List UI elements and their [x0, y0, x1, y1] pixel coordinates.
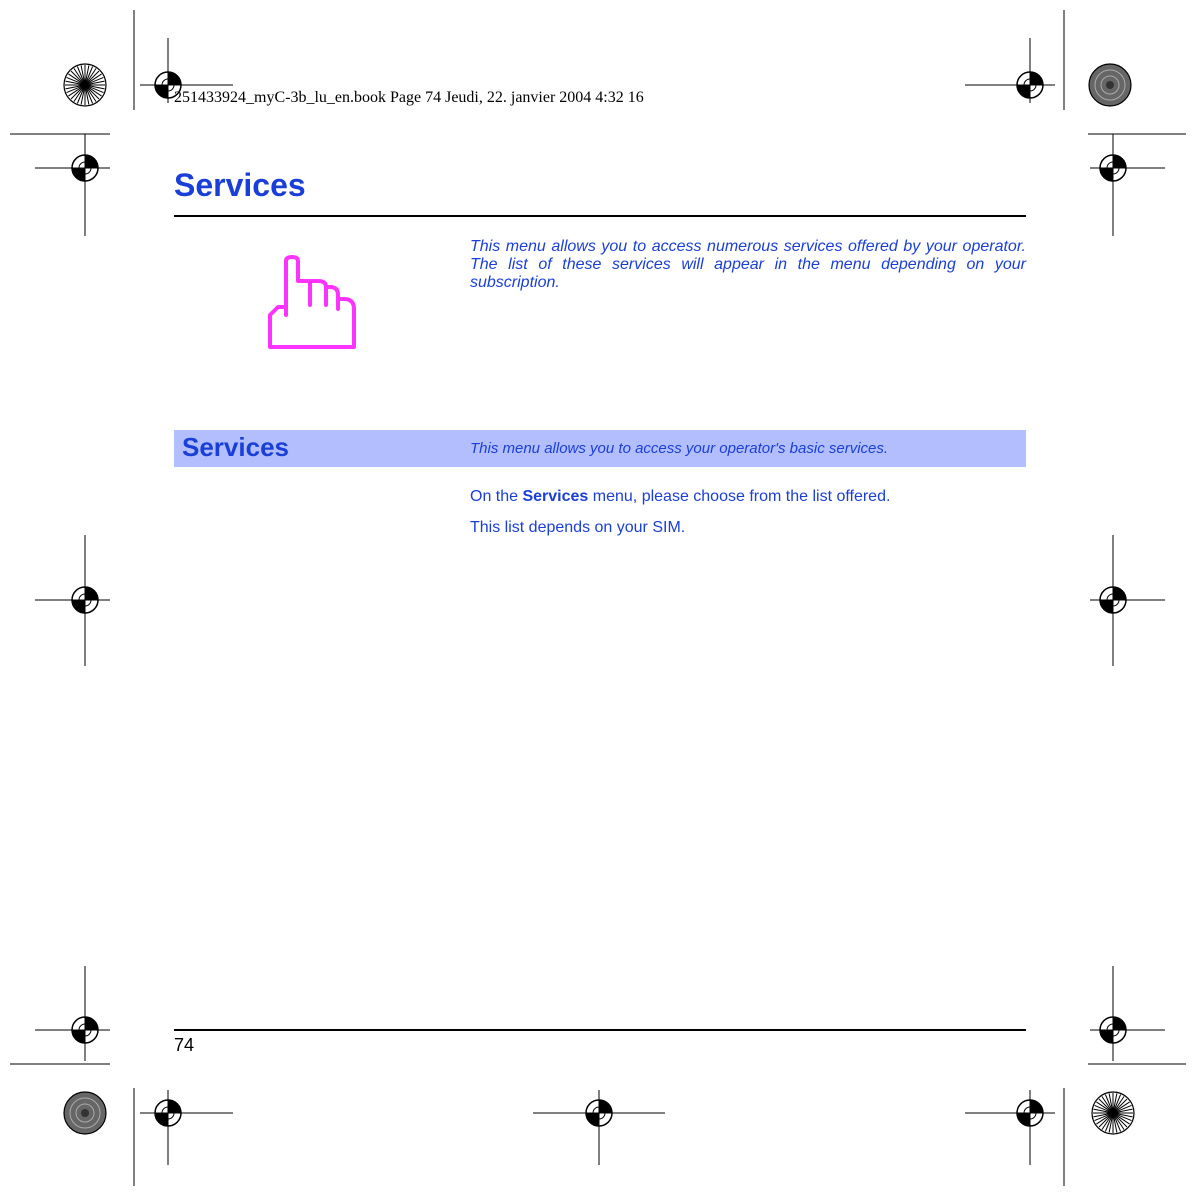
page-number: 74: [174, 1035, 195, 1055]
instruction-suffix: menu, please choose from the list offered.: [588, 488, 891, 505]
page-title: Services: [174, 167, 306, 203]
footer-divider: [174, 1029, 1026, 1031]
section-description: This menu allows you to access your operator's basic services.: [470, 440, 889, 457]
print-header: 251433924_myC-3b_lu_en.book Page 74 Jeudi, 22. janvier 2004 4:32 16: [174, 89, 644, 106]
section-heading: Services: [182, 432, 289, 462]
instruction-prefix: On the: [470, 488, 523, 505]
intro-paragraph: This menu allows you to access numerous services offered by your operator. The list of these services will appear in the menu depending on your subscription.: [470, 238, 1026, 291]
sim-note: This list depends on your SIM.: [470, 519, 686, 536]
menu-name-bold: Services: [522, 488, 589, 505]
instruction-line: [470, 488, 890, 506]
title-divider: [174, 215, 1026, 217]
pointing-hand-icon: [262, 253, 366, 357]
